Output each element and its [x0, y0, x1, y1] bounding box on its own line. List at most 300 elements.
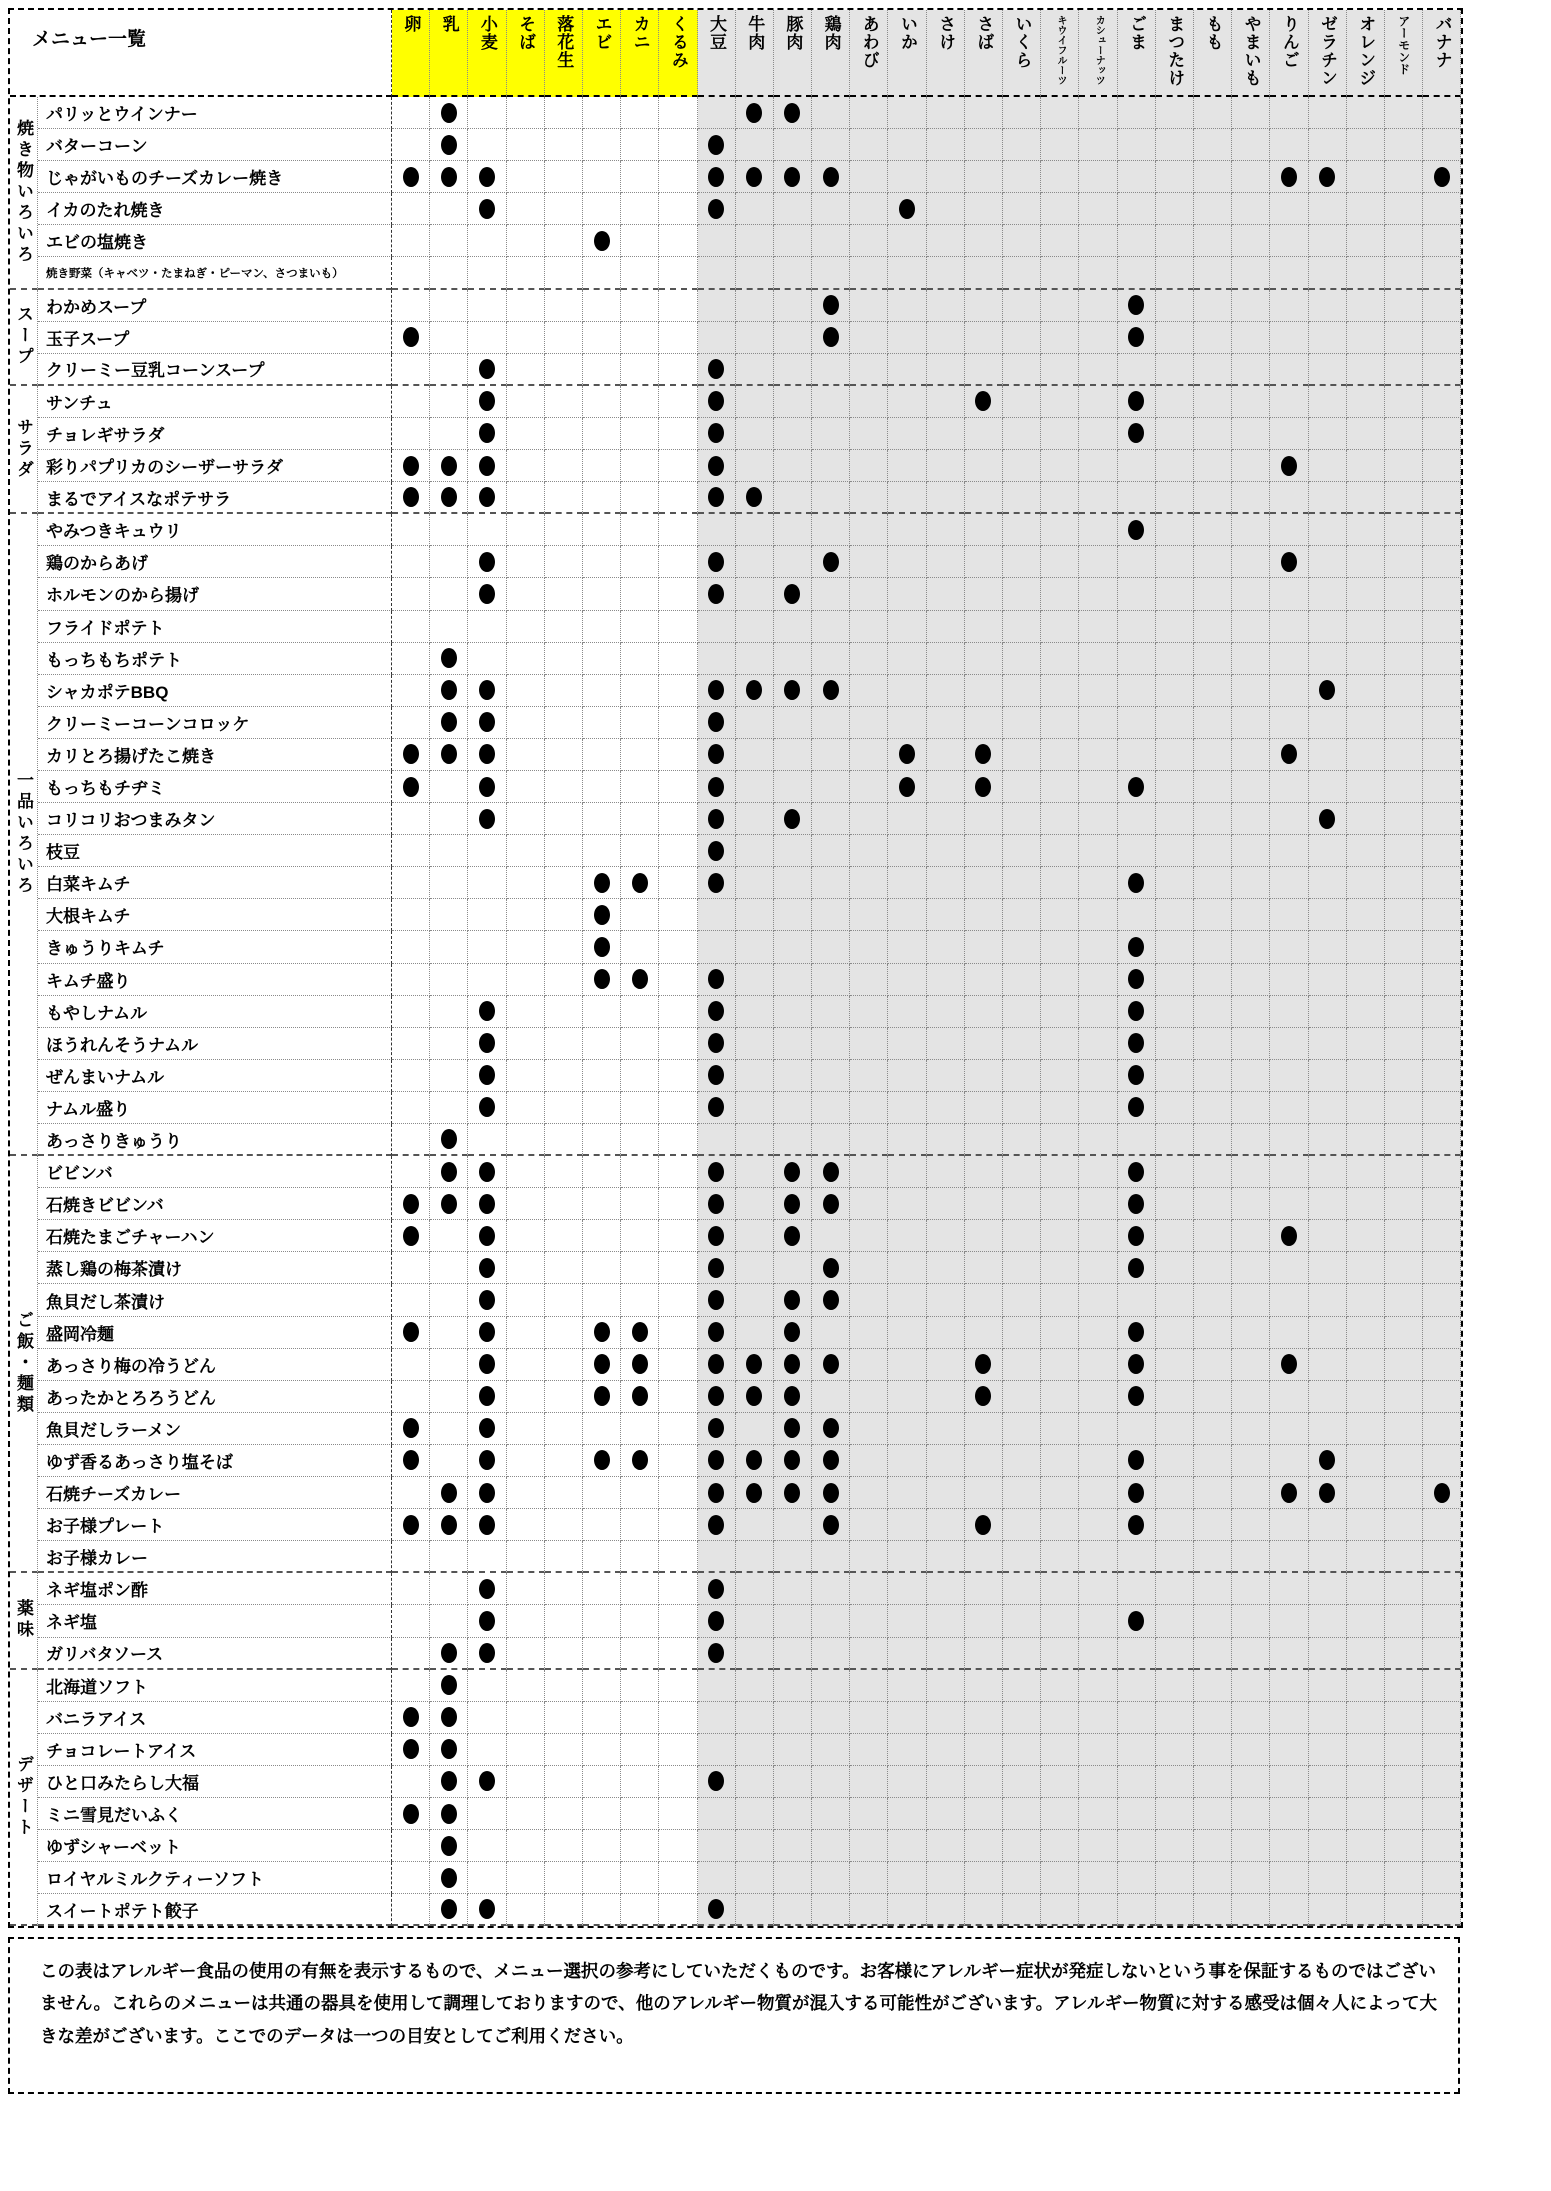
allergen-cell: [888, 964, 926, 996]
allergen-mark: [1270, 546, 1308, 578]
allergen-cell: [1118, 578, 1156, 610]
allergen-cell: [621, 1830, 659, 1862]
allergen-cell: [1003, 97, 1041, 129]
allergen-cell: [1118, 1894, 1156, 1926]
allergen-cell: [583, 1573, 621, 1605]
allergen-cell: [774, 1028, 812, 1060]
allergen-cell: [1385, 1124, 1423, 1156]
allergen-cell: [1079, 1188, 1117, 1220]
allergen-mark: [468, 546, 506, 578]
allergen-cell: [736, 771, 774, 803]
allergen-cell: [1309, 1156, 1347, 1188]
allergen-cell: [888, 578, 926, 610]
allergen-header-label: アーモンド: [1396, 15, 1411, 75]
allergen-cell: [659, 418, 697, 450]
allergen-mark: [430, 1156, 468, 1188]
allergen-cell: [1232, 193, 1270, 225]
allergen-cell: [1347, 1092, 1385, 1124]
allergen-cell: [1003, 1028, 1041, 1060]
allergen-mark: [1118, 322, 1156, 354]
allergen-cell: [1156, 1766, 1194, 1798]
allergen-mark: [1118, 996, 1156, 1028]
dot-icon: [594, 1386, 610, 1406]
menu-name: お子様カレー: [38, 1541, 392, 1573]
allergen-cell: [583, 129, 621, 161]
allergen-mark: [736, 1445, 774, 1477]
allergen-header-label: いか: [897, 15, 917, 51]
allergen-header-20: [1156, 10, 1194, 97]
allergen-cell: [774, 257, 812, 289]
allergen-cell: [621, 193, 659, 225]
allergen-cell: [1156, 803, 1194, 835]
allergen-cell: [888, 1445, 926, 1477]
allergen-cell: [1270, 611, 1308, 643]
allergen-cell: [927, 1766, 965, 1798]
allergen-header-label: 小麦: [477, 15, 497, 51]
allergen-cell: [888, 1734, 926, 1766]
allergen-cell: [659, 482, 697, 514]
allergen-cell: [1423, 675, 1461, 707]
allergen-header-label: カシューナッツ: [1093, 15, 1105, 85]
allergen-cell: [1232, 1317, 1270, 1349]
allergen-cell: [736, 450, 774, 482]
allergen-cell: [1347, 322, 1385, 354]
allergen-cell: [927, 290, 965, 322]
allergen-cell: [736, 611, 774, 643]
dot-icon: [708, 1322, 724, 1342]
allergen-cell: [392, 514, 430, 546]
allergen-cell: [430, 225, 468, 257]
allergen-cell: [1309, 450, 1347, 482]
allergen-cell: [736, 322, 774, 354]
allergen-cell: [812, 1541, 850, 1573]
allergen-cell: [1385, 1028, 1423, 1060]
allergen-cell: [888, 1798, 926, 1830]
allergen-mark: [430, 1124, 468, 1156]
allergen-mark: [392, 739, 430, 771]
allergen-cell: [1385, 418, 1423, 450]
allergen-cell: [888, 996, 926, 1028]
allergen-cell: [965, 1060, 1003, 1092]
allergen-cell: [1385, 1220, 1423, 1252]
allergen-cell: [850, 1413, 888, 1445]
allergen-cell: [1118, 1638, 1156, 1670]
allergen-cell: [430, 322, 468, 354]
allergen-cell: [927, 1092, 965, 1124]
allergen-cell: [1079, 611, 1117, 643]
allergen-cell: [1347, 386, 1385, 418]
allergen-cell: [736, 739, 774, 771]
allergen-cell: [812, 739, 850, 771]
allergen-cell: [1423, 257, 1461, 289]
allergen-cell: [888, 1028, 926, 1060]
allergen-cell: [507, 707, 545, 739]
allergen-cell: [1423, 1798, 1461, 1830]
allergen-cell: [1423, 290, 1461, 322]
allergen-mark: [583, 867, 621, 899]
allergen-mark: [1118, 1028, 1156, 1060]
dot-icon: [479, 1899, 495, 1919]
allergen-cell: [1270, 1028, 1308, 1060]
allergen-cell: [1041, 1381, 1079, 1413]
allergen-cell: [507, 290, 545, 322]
dot-icon: [479, 1097, 495, 1117]
allergen-cell: [888, 675, 926, 707]
allergen-cell: [1309, 996, 1347, 1028]
allergen-cell: [659, 193, 697, 225]
allergen-cell: [583, 675, 621, 707]
allergen-cell: [507, 1862, 545, 1894]
allergen-cell: [1156, 1605, 1194, 1637]
allergen-cell: [583, 1798, 621, 1830]
allergen-cell: [965, 964, 1003, 996]
dot-icon: [784, 1322, 800, 1342]
allergen-mark: [774, 1220, 812, 1252]
allergen-cell: [850, 1862, 888, 1894]
allergen-cell: [1041, 675, 1079, 707]
allergen-cell: [850, 1573, 888, 1605]
dot-icon: [1128, 1194, 1144, 1214]
allergen-cell: [621, 1156, 659, 1188]
allergen-cell: [392, 1381, 430, 1413]
allergen-cell: [1079, 161, 1117, 193]
allergen-header-label: りんご: [1279, 15, 1299, 69]
dot-icon: [479, 552, 495, 572]
allergen-mark: [392, 771, 430, 803]
allergen-cell: [1156, 482, 1194, 514]
allergen-cell: [1194, 1573, 1232, 1605]
allergen-cell: [1232, 1766, 1270, 1798]
allergen-cell: [1003, 1284, 1041, 1316]
allergen-cell: [927, 1028, 965, 1060]
allergen-cell: [1079, 514, 1117, 546]
allergen-cell: [888, 1188, 926, 1220]
allergen-cell: [1309, 1028, 1347, 1060]
allergen-mark: [583, 964, 621, 996]
allergen-cell: [1156, 931, 1194, 963]
allergen-cell: [583, 1188, 621, 1220]
allergen-mark: [430, 1830, 468, 1862]
menu-name: 蒸し鶏の梅茶漬け: [38, 1252, 392, 1284]
allergen-cell: [812, 835, 850, 867]
dot-icon: [403, 1450, 419, 1470]
allergen-header-12: [850, 10, 888, 97]
allergen-cell: [774, 1573, 812, 1605]
allergen-cell: [1079, 739, 1117, 771]
allergen-cell: [774, 643, 812, 675]
allergen-cell: [736, 386, 774, 418]
allergen-cell: [774, 514, 812, 546]
allergen-cell: [659, 322, 697, 354]
allergen-mark: [468, 1766, 506, 1798]
dot-icon: [441, 1643, 457, 1663]
allergen-cell: [583, 1124, 621, 1156]
dot-icon: [899, 199, 915, 219]
allergen-cell: [1309, 771, 1347, 803]
dot-icon: [708, 1483, 724, 1503]
allergen-cell: [1270, 771, 1308, 803]
menu-name: エビの塩焼き: [38, 225, 392, 257]
allergen-cell: [736, 1670, 774, 1702]
allergen-mark: [698, 1349, 736, 1381]
allergen-cell: [659, 1541, 697, 1573]
dot-icon: [708, 873, 724, 893]
allergen-cell: [736, 1284, 774, 1316]
allergen-cell: [583, 1092, 621, 1124]
allergen-cell: [965, 1477, 1003, 1509]
allergen-header-22: [1232, 10, 1270, 97]
allergen-cell: [1347, 514, 1385, 546]
dot-icon: [479, 744, 495, 764]
allergen-cell: [659, 129, 697, 161]
allergen-cell: [774, 707, 812, 739]
allergen-cell: [850, 514, 888, 546]
allergen-cell: [468, 97, 506, 129]
category-text: デザート: [14, 1754, 33, 1839]
allergen-mark: [965, 739, 1003, 771]
allergen-cell: [1385, 1060, 1423, 1092]
allergen-cell: [659, 1156, 697, 1188]
allergen-cell: [1194, 1445, 1232, 1477]
allergen-cell: [1003, 1220, 1041, 1252]
dot-icon: [479, 167, 495, 187]
allergen-cell: [659, 1894, 697, 1926]
allergen-cell: [583, 1605, 621, 1637]
allergen-cell: [1270, 1381, 1308, 1413]
allergen-cell: [812, 1670, 850, 1702]
allergen-cell: [659, 1124, 697, 1156]
allergen-cell: [1309, 1702, 1347, 1734]
allergen-cell: [965, 1670, 1003, 1702]
allergen-cell: [1309, 1509, 1347, 1541]
allergen-cell: [545, 739, 583, 771]
allergen-cell: [659, 354, 697, 386]
allergen-cell: [1079, 996, 1117, 1028]
allergen-mark: [1118, 1445, 1156, 1477]
allergen-cell: [1156, 161, 1194, 193]
allergen-mark: [392, 1445, 430, 1477]
allergen-cell: [812, 225, 850, 257]
allergen-cell: [812, 578, 850, 610]
allergen-cell: [545, 803, 583, 835]
allergen-cell: [1423, 193, 1461, 225]
allergen-mark: [1118, 964, 1156, 996]
allergen-cell: [1156, 1477, 1194, 1509]
allergen-cell: [1423, 611, 1461, 643]
allergen-cell: [812, 899, 850, 931]
allergen-cell: [545, 1702, 583, 1734]
allergen-cell: [621, 611, 659, 643]
allergen-cell: [507, 1830, 545, 1862]
allergen-cell: [812, 1092, 850, 1124]
allergen-cell: [507, 193, 545, 225]
allergen-cell: [774, 899, 812, 931]
allergen-cell: [1041, 899, 1079, 931]
allergen-cell: [1385, 1605, 1423, 1637]
allergen-mark: [1118, 1092, 1156, 1124]
allergen-cell: [1118, 1734, 1156, 1766]
allergen-mark: [698, 1188, 736, 1220]
allergen-cell: [621, 675, 659, 707]
allergen-cell: [1385, 578, 1423, 610]
dot-icon: [823, 1515, 839, 1535]
allergen-cell: [1003, 1670, 1041, 1702]
allergen-mark: [1118, 1317, 1156, 1349]
allergen-cell: [774, 996, 812, 1028]
allergen-header-21: [1194, 10, 1232, 97]
allergen-cell: [927, 322, 965, 354]
allergen-cell: [1309, 1252, 1347, 1284]
allergen-cell: [1347, 482, 1385, 514]
allergen-cell: [1156, 1413, 1194, 1445]
allergen-mark: [698, 546, 736, 578]
allergen-cell: [927, 225, 965, 257]
allergen-cell: [1118, 193, 1156, 225]
allergen-cell: [659, 225, 697, 257]
allergen-cell: [850, 97, 888, 129]
allergen-cell: [392, 1541, 430, 1573]
allergen-cell: [1232, 1573, 1270, 1605]
allergen-cell: [583, 290, 621, 322]
allergen-mark: [812, 1284, 850, 1316]
allergen-cell: [927, 193, 965, 225]
menu-name: サンチュ: [38, 386, 392, 418]
allergen-mark: [392, 1413, 430, 1445]
allergen-cell: [1156, 739, 1194, 771]
allergen-cell: [1156, 1317, 1194, 1349]
allergen-cell: [507, 1766, 545, 1798]
allergen-cell: [1347, 1798, 1385, 1830]
allergen-cell: [621, 1638, 659, 1670]
allergen-cell: [1041, 1766, 1079, 1798]
allergen-cell: [1079, 835, 1117, 867]
allergen-cell: [392, 835, 430, 867]
allergen-mark: [468, 1477, 506, 1509]
allergen-mark: [774, 1445, 812, 1477]
allergen-cell: [1385, 193, 1423, 225]
menu-name: 魚貝だし茶漬け: [38, 1284, 392, 1316]
menu-name: クリーミー豆乳コーンスープ: [38, 354, 392, 386]
allergen-cell: [430, 1092, 468, 1124]
allergen-cell: [850, 1445, 888, 1477]
allergen-cell: [1270, 803, 1308, 835]
allergen-cell: [1423, 1220, 1461, 1252]
allergen-cell: [583, 1252, 621, 1284]
allergen-cell: [1347, 835, 1385, 867]
allergen-cell: [965, 514, 1003, 546]
allergen-cell: [1194, 1766, 1232, 1798]
allergen-header-label: いくら: [1012, 15, 1032, 69]
allergen-header-9: [736, 10, 774, 97]
allergen-cell: [927, 1509, 965, 1541]
dot-icon: [708, 359, 724, 379]
allergen-cell: [850, 161, 888, 193]
allergen-cell: [1041, 482, 1079, 514]
allergen-cell: [1194, 1541, 1232, 1573]
allergen-cell: [1309, 611, 1347, 643]
allergen-header-label: 豚肉: [783, 15, 803, 51]
allergen-cell: [659, 1252, 697, 1284]
allergen-mark: [1118, 418, 1156, 450]
allergen-cell: [888, 803, 926, 835]
allergen-mark: [1118, 1220, 1156, 1252]
allergen-cell: [1003, 129, 1041, 161]
allergen-cell: [1347, 1445, 1385, 1477]
allergen-cell: [812, 707, 850, 739]
allergen-cell: [1156, 996, 1194, 1028]
allergen-cell: [621, 739, 659, 771]
allergen-cell: [1347, 1605, 1385, 1637]
allergen-cell: [1194, 578, 1232, 610]
allergen-cell: [507, 643, 545, 675]
allergen-cell: [1003, 1413, 1041, 1445]
allergen-cell: [1385, 1381, 1423, 1413]
allergen-cell: [583, 739, 621, 771]
allergen-cell: [927, 1156, 965, 1188]
allergen-cell: [392, 803, 430, 835]
allergen-cell: [927, 97, 965, 129]
allergen-cell: [1003, 1477, 1041, 1509]
allergen-cell: [1041, 1541, 1079, 1573]
allergen-cell: [430, 1028, 468, 1060]
allergen-mark: [774, 1381, 812, 1413]
allergen-cell: [1309, 1188, 1347, 1220]
allergen-cell: [850, 1477, 888, 1509]
allergen-cell: [1423, 899, 1461, 931]
allergen-cell: [659, 290, 697, 322]
allergen-cell: [1003, 257, 1041, 289]
allergen-cell: [1118, 1573, 1156, 1605]
allergen-cell: [1385, 803, 1423, 835]
allergen-cell: [1423, 964, 1461, 996]
allergen-cell: [1232, 899, 1270, 931]
dot-icon: [403, 744, 419, 764]
allergen-cell: [468, 1124, 506, 1156]
allergen-cell: [1041, 578, 1079, 610]
allergen-cell: [468, 290, 506, 322]
allergen-cell: [1309, 1638, 1347, 1670]
allergen-cell: [812, 450, 850, 482]
allergen-mark: [468, 707, 506, 739]
allergen-cell: [430, 1060, 468, 1092]
allergen-cell: [1347, 1060, 1385, 1092]
dot-icon: [441, 712, 457, 732]
allergen-cell: [736, 578, 774, 610]
dot-icon: [1128, 520, 1144, 540]
allergen-cell: [430, 803, 468, 835]
allergen-cell: [659, 1702, 697, 1734]
menu-name: ほうれんそうナムル: [38, 1028, 392, 1060]
dot-icon: [708, 1162, 724, 1182]
allergen-cell: [1079, 1734, 1117, 1766]
allergen-cell: [1385, 450, 1423, 482]
allergen-cell: [1309, 1734, 1347, 1766]
allergen-cell: [1156, 97, 1194, 129]
allergen-cell: [927, 707, 965, 739]
allergen-cell: [927, 1734, 965, 1766]
allergen-cell: [1079, 1670, 1117, 1702]
allergen-cell: [430, 931, 468, 963]
allergen-cell: [468, 1830, 506, 1862]
allergen-cell: [468, 1862, 506, 1894]
allergen-cell: [1079, 707, 1117, 739]
allergen-cell: [1309, 193, 1347, 225]
dot-icon: [1128, 1033, 1144, 1053]
menu-name: スイートポテト餃子: [38, 1894, 392, 1926]
allergen-header-label: あわび: [859, 15, 879, 69]
allergen-cell: [583, 1541, 621, 1573]
allergen-cell: [1041, 1605, 1079, 1637]
